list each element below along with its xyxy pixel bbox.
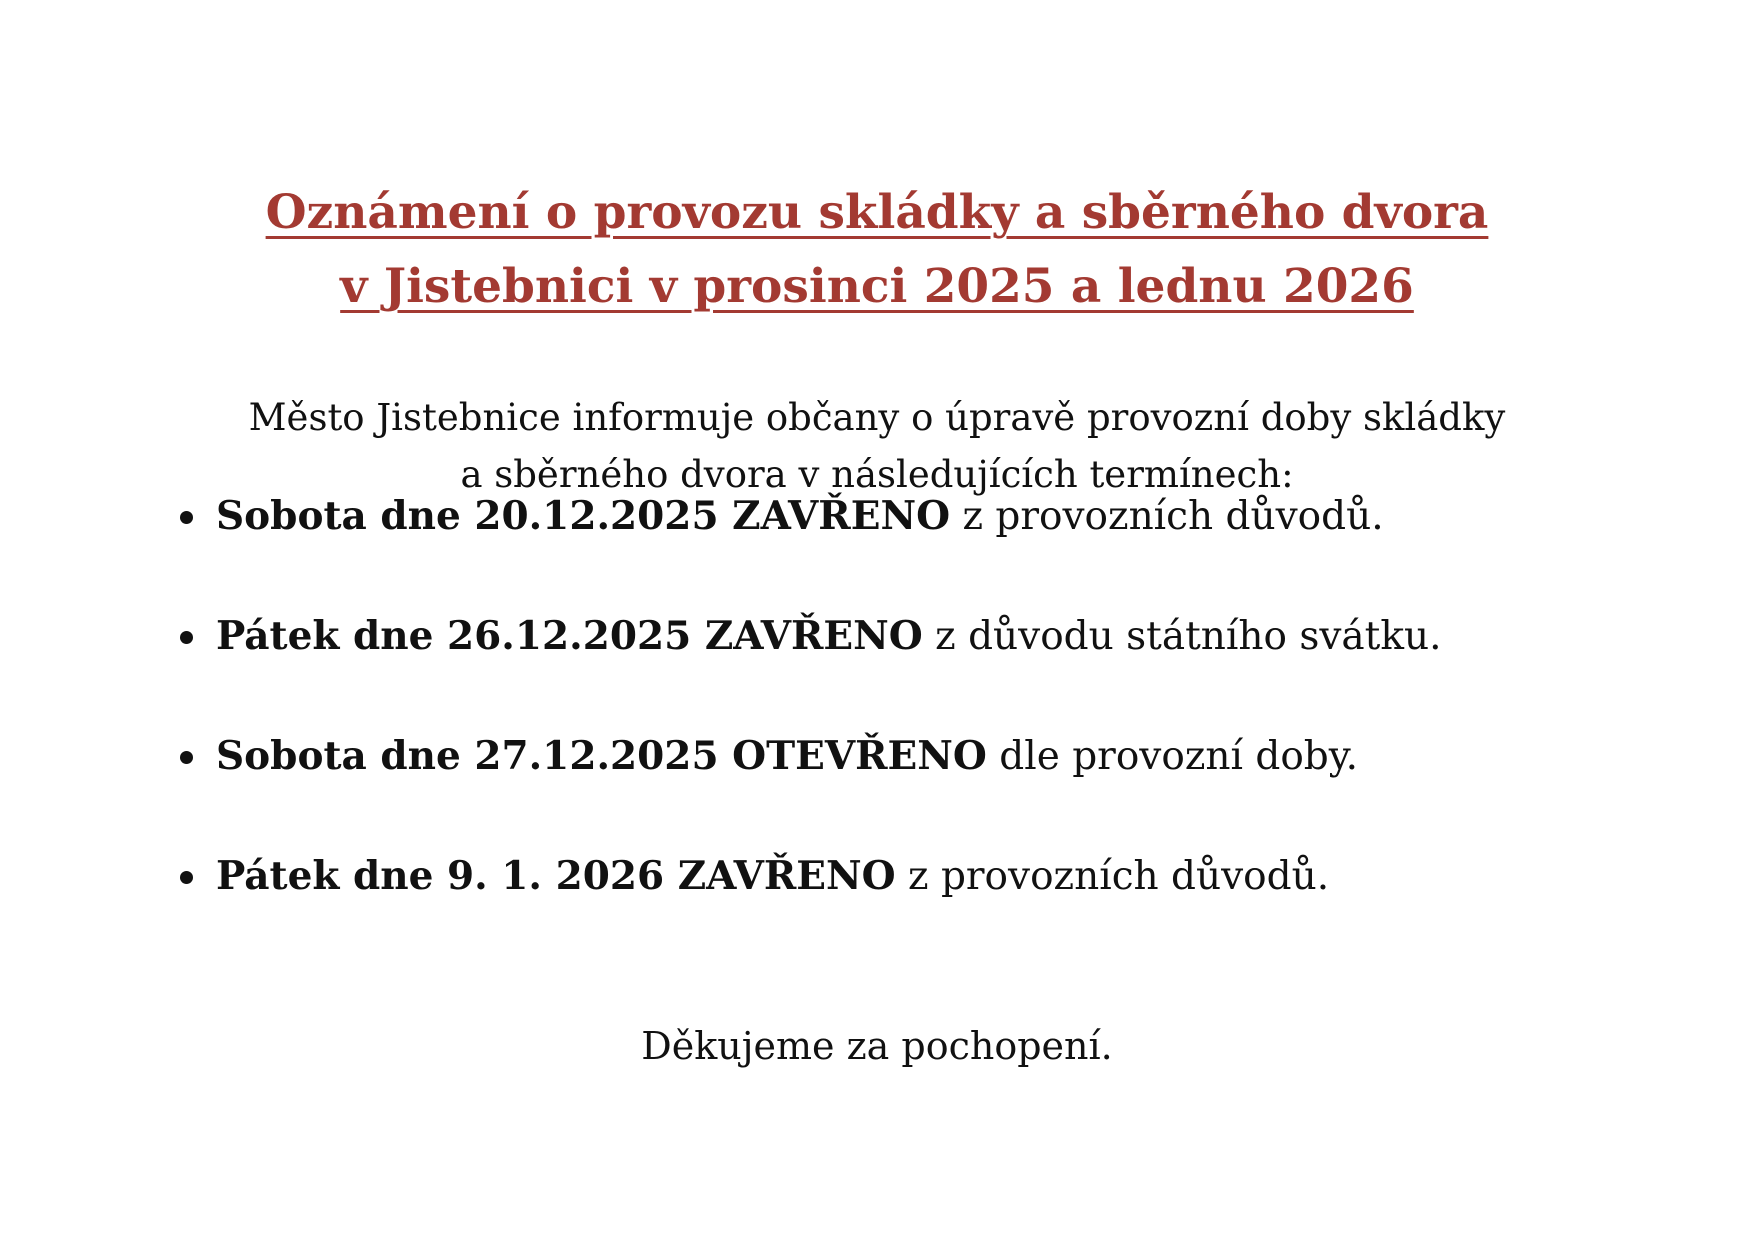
list-item-detail: z provozních důvodů. [895, 854, 1330, 899]
bullet-icon [180, 631, 193, 644]
schedule-list [180, 486, 1630, 966]
list-item-detail: dle provozní doby. [986, 734, 1359, 779]
list-item-date: Sobota dne 27.12.2025 OTEVŘENO [216, 733, 987, 779]
list-item-1 [180, 486, 1630, 606]
list-item-text [216, 726, 1358, 787]
page-title [0, 176, 1754, 324]
bullet-icon [180, 511, 193, 524]
list-item-text [216, 606, 1441, 667]
list-item-2 [180, 606, 1630, 726]
list-item-text [216, 486, 1384, 547]
list-item-detail: z provozních důvodů. [950, 494, 1384, 539]
intro-line-2: a sběrného dvora v následujících termínech: [460, 453, 1294, 496]
list-item-date: Pátek dne 9. 1. 2026 ZAVŘENO [216, 853, 896, 899]
list-item-date: Pátek dne 26.12.2025 ZAVŘENO [216, 613, 923, 659]
list-item-detail: z důvodu státního svátku. [922, 614, 1442, 659]
closing-text: Děkujeme za pochopení. [641, 1024, 1113, 1068]
list-item-date: Sobota dne 20.12.2025 ZAVŘENO [216, 493, 951, 539]
bullet-icon [180, 871, 193, 884]
list-item-3 [180, 726, 1630, 846]
list-item-4 [180, 846, 1630, 966]
bullet-icon [180, 751, 193, 764]
intro-line-1: Město Jistebnice informuje občany o úpravě provozní doby skládky [248, 396, 1506, 439]
title-line-1: Oznámení o provozu skládky a sběrného dvora [265, 185, 1489, 241]
title-line-2: v Jistebnici v prosinci 2025 a lednu 2026 [340, 259, 1414, 315]
list-item-text [216, 846, 1329, 907]
